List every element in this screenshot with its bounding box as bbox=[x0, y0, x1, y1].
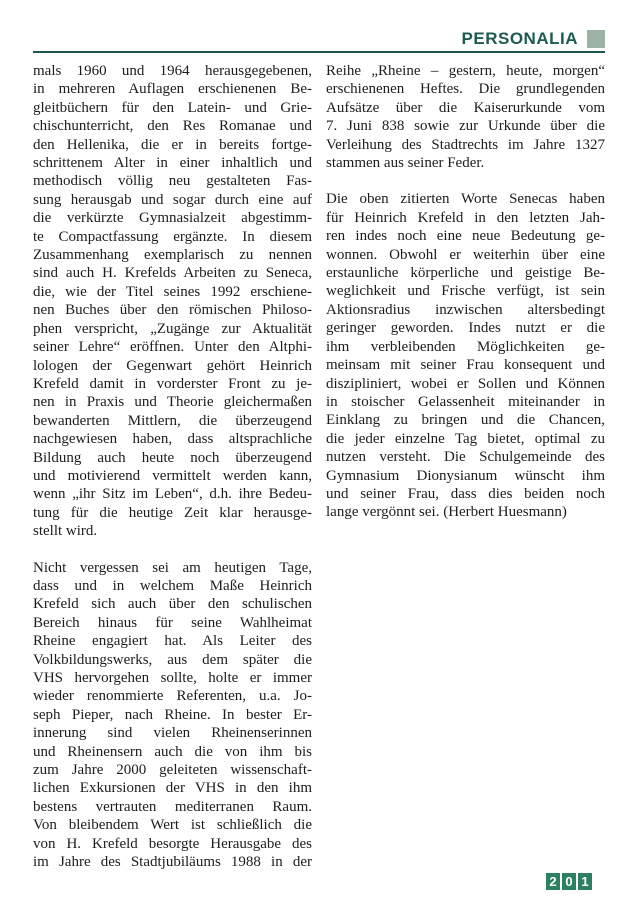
text-line: die jeder einzelne Tag bietet, optimal zu bbox=[326, 430, 605, 447]
text-line: Rheine engagiert hat. Als Leiter des bbox=[33, 633, 312, 650]
text-line: den Hellenika, die er in bereits fortge- bbox=[33, 136, 312, 153]
text-line: wonnen. Obwohl er weiterhin über eine bbox=[326, 246, 605, 263]
text-line: Von bleibendem Wert ist schließlich die bbox=[33, 817, 312, 834]
text-line: zum Jahre 2000 geleiteten wissenschaft- bbox=[33, 762, 312, 779]
text-line: te Compactfassung ergänzte. In diesem bbox=[33, 228, 312, 245]
text-line: lichen Exkursionen der VHS in den ihm bbox=[33, 780, 312, 797]
text-line: 7. Juni 838 sowie zur Urkunde über die bbox=[326, 118, 605, 135]
page-content bbox=[33, 0, 605, 871]
text-line: gleitbüchern für den Latein- und Grie- bbox=[33, 99, 312, 116]
text-line: Krefeld sich auch über den schulischen bbox=[33, 596, 312, 613]
text-line: bewanderten Mittlern, die überzeugend bbox=[33, 412, 312, 429]
page-number-digit: 0 bbox=[562, 873, 576, 890]
text-line: sind auch H. Krefelds Arbeiten zu Seneca, bbox=[33, 265, 312, 282]
paragraph bbox=[33, 62, 312, 541]
text-line: erschienenen Heftes. Die grundlegenden bbox=[326, 81, 605, 98]
text-line: dass und in welchem Maße Heinrich bbox=[33, 577, 312, 594]
text-line: wieder renommierte Referenten, u.a. Jo- bbox=[33, 688, 312, 705]
text-line: Krefeld damit in vorderster Front zu je- bbox=[33, 375, 312, 392]
text-line: schrittenem Alter in einer inhaltlich und bbox=[33, 155, 312, 172]
page-number bbox=[546, 873, 592, 890]
text-line: Gymnasium Dionysianum wünscht ihm bbox=[326, 467, 605, 484]
text-line: mals 1960 und 1964 herausgegebenen, bbox=[33, 63, 312, 79]
text-line: Reihe „Rheine – gestern, heute, morgen“ bbox=[326, 63, 605, 79]
page-header bbox=[33, 0, 605, 50]
text-line: die verkürzte Gymnasialzeit abgestimm- bbox=[33, 210, 312, 227]
text-line: nen in Praxis und Theorie gleichermaßen bbox=[33, 394, 312, 411]
text-line: geringer geworden. Indes nutzt er die bbox=[326, 320, 605, 337]
text-line: im Jahre des Stadtjubiläums 1988 in der bbox=[33, 854, 312, 871]
text-line: nutzen versteht. Die Schulgemeinde des bbox=[326, 449, 605, 466]
section-marker-square bbox=[587, 30, 605, 48]
text-line: VHS hervorgehen sollte, holte er immer bbox=[33, 670, 312, 686]
right-text-column bbox=[326, 62, 605, 871]
text-line: Aufsätze über die Kaiserurkunde vom bbox=[326, 99, 605, 116]
text-line: ren indes noch eine neue Bedeutung ge- bbox=[326, 228, 605, 245]
text-line: und seiner Frau, dass dies beiden noch bbox=[326, 485, 605, 502]
text-line: und Rheinensern auch die von ihm bis bbox=[33, 743, 312, 760]
text-line: methodisch völlig neu gestalteten Fas- bbox=[33, 173, 312, 190]
page-number-digit: 2 bbox=[546, 873, 560, 890]
left-text-column bbox=[33, 62, 312, 871]
paragraph bbox=[326, 62, 605, 172]
text-line: von H. Krefeld besorgte Herausgabe des bbox=[33, 835, 312, 852]
text-line: wenn „ihr Sitz im Leben“, d.h. ihre Bedeu- bbox=[33, 486, 312, 503]
text-line: Die oben zitierten Worte Senecas haben bbox=[326, 191, 605, 208]
text-line: lologen der Gegenwart gehört Heinrich bbox=[33, 357, 312, 374]
text-line: die, wie der Titel seines 1992 erschiene- bbox=[33, 283, 312, 300]
text-line: Bereich hinaus für seine Wahlheimat bbox=[33, 614, 312, 631]
text-line: nen Buches über den römischen Philoso- bbox=[33, 302, 312, 319]
header-rule bbox=[33, 51, 605, 53]
text-line: Einklang zu bringen und die Chancen, bbox=[326, 412, 605, 429]
text-line: und motivierend vermittelt werden kann, bbox=[33, 467, 312, 484]
text-line: meinsam mit seiner Frau konsequent und bbox=[326, 357, 605, 374]
text-line: Aktionsradius inzwischen altersbedingt bbox=[326, 301, 605, 318]
text-line: Bildung auch heute noch überzeugend bbox=[33, 449, 312, 466]
text-line: ihm verbleibenden Möglichkeiten ge- bbox=[326, 338, 605, 355]
text-line: erstaunliche körperliche und geistige Be- bbox=[326, 265, 605, 282]
text-line: seiner Lehre“ eröffnen. Unter den Altphi- bbox=[33, 339, 312, 356]
text-line: in stoischer Gelassenheit miteinander in bbox=[326, 393, 605, 410]
text-columns bbox=[33, 62, 605, 871]
section-title: PERSONALIA bbox=[461, 29, 578, 48]
text-line: phen verspricht, „Zugänge zur Aktualität bbox=[33, 320, 312, 337]
text-line: stellt wird. bbox=[33, 523, 98, 540]
page-number-digit: 1 bbox=[578, 873, 592, 890]
paragraph bbox=[326, 190, 605, 521]
text-line: seph Pieper, nach Rheine. In bester Er- bbox=[33, 706, 312, 723]
text-line: tung für die heutige Zeit klar herausge- bbox=[33, 504, 312, 521]
text-line: innerung sind vielen Rheinenserinnen bbox=[33, 725, 312, 742]
paragraph bbox=[33, 559, 312, 872]
text-line: in mehreren Auflagen erschienenen Be- bbox=[33, 81, 312, 98]
text-line: Verleihung des Stadtrechts im Jahre 1327 bbox=[326, 136, 605, 153]
text-line: nachgewiesen haben, dass altsprachliche bbox=[33, 431, 312, 448]
text-line: Zusammenhang exemplarisch zu nennen bbox=[33, 247, 312, 264]
text-line: für Heinrich Krefeld in den letzten Jah- bbox=[326, 209, 605, 226]
text-line: sung herausgab und sogar durch eine auf bbox=[33, 191, 312, 208]
text-line: stammen aus seiner Feder. bbox=[326, 155, 485, 172]
text-line: weglichkeit und Frische verfügt, ist sein bbox=[326, 283, 605, 300]
text-line: chischunterricht, den Res Romanae und bbox=[33, 118, 312, 135]
text-line: Nicht vergessen sei am heutigen Tage, bbox=[33, 559, 312, 576]
text-line: bestens vertrauten mediterranen Raum. bbox=[33, 798, 312, 815]
text-line: diszipliniert, wobei er Sollen und Können bbox=[326, 375, 605, 392]
text-line: Volkbildungswerks, aus dem später die bbox=[33, 651, 312, 668]
text-line: lange vergönnt sei. (Herbert Huesmann) bbox=[326, 504, 567, 521]
